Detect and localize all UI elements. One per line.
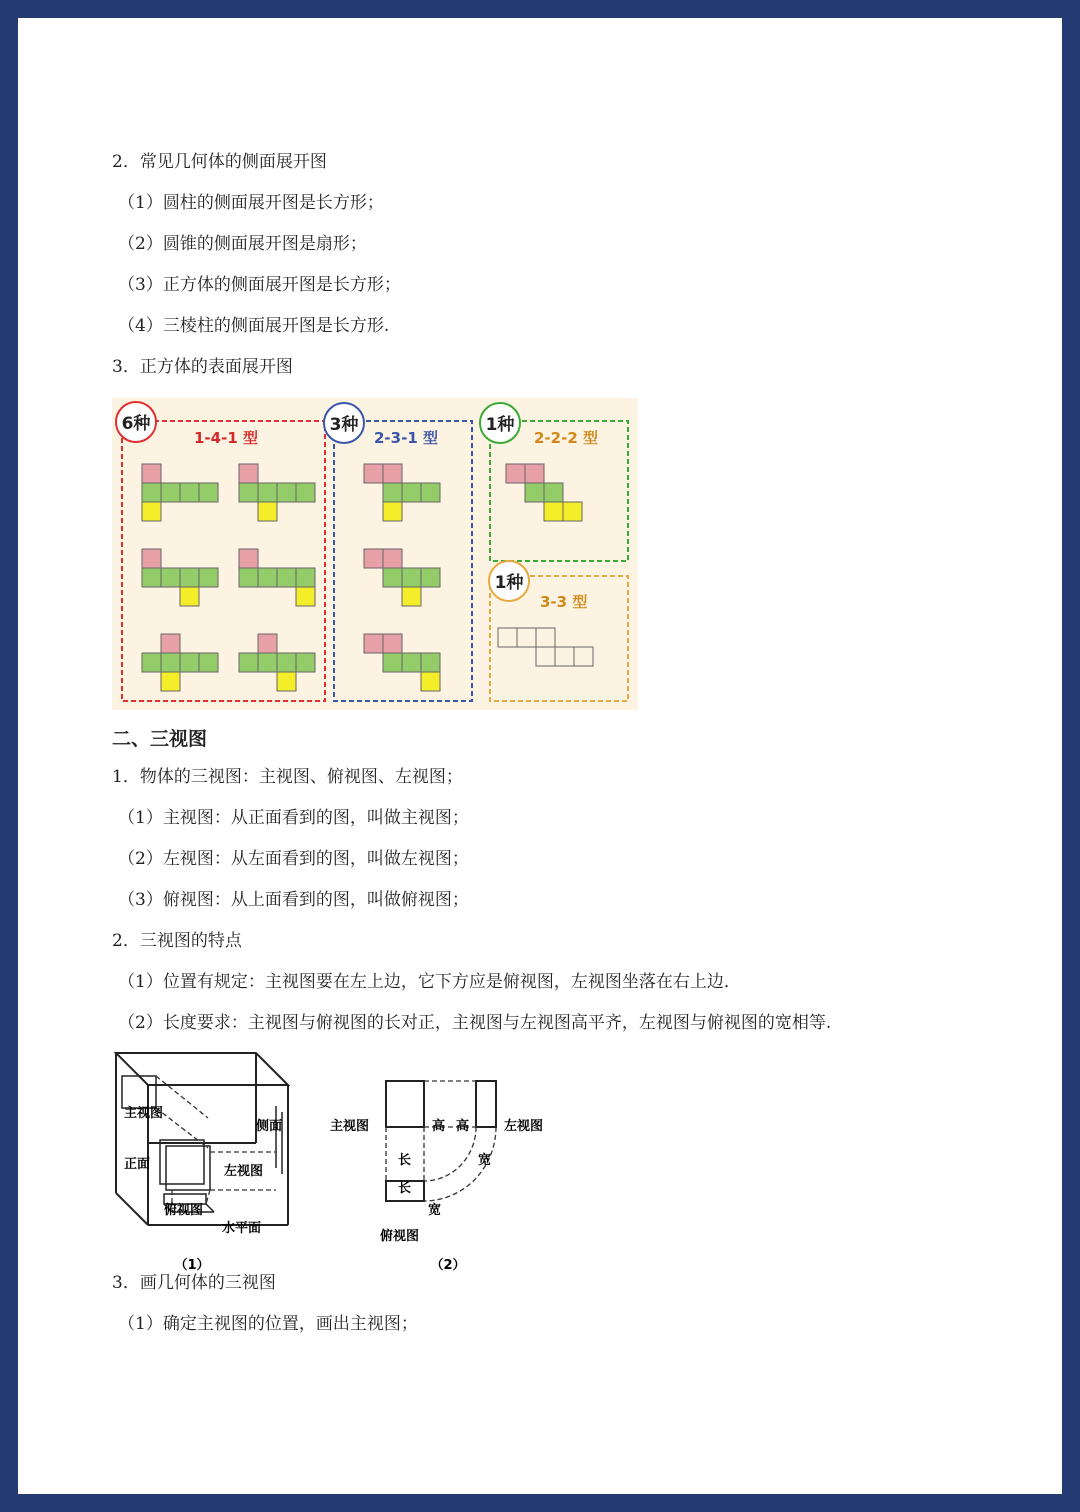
net-square	[525, 464, 544, 483]
label-height: 高	[456, 1119, 470, 1134]
section2-item1-point: （1）主视图：从正面看到的图，叫做主视图；	[118, 808, 469, 828]
label-left-view: 左视图	[504, 1119, 544, 1134]
label-height: 高	[432, 1119, 446, 1134]
net-square	[383, 464, 402, 483]
group-type-label: 2-3-1 型	[374, 429, 438, 447]
net-square	[296, 587, 315, 606]
net-square	[296, 568, 315, 587]
net-square	[239, 483, 258, 502]
group-type-label: 1-4-1 型	[194, 429, 258, 447]
net-square	[199, 483, 218, 502]
section1-item3-title: 3．正方体的表面展开图	[112, 357, 293, 377]
net-square	[161, 568, 180, 587]
net-square	[277, 483, 296, 502]
group-count-badge: 1种	[485, 415, 515, 435]
net-square	[402, 568, 421, 587]
group-type-label: 2-2-2 型	[534, 429, 598, 447]
net-square	[517, 628, 536, 647]
section1-item2-point: （3）正方体的侧面展开图是长方形；	[118, 275, 401, 295]
net-square	[364, 549, 383, 568]
net-square	[161, 634, 180, 653]
net-square	[383, 502, 402, 521]
net-square	[421, 672, 440, 691]
label-length: 长	[398, 1153, 412, 1168]
section2-item2-title: 2．三视图的特点	[112, 931, 242, 951]
net-square	[383, 568, 402, 587]
front-view-rect	[386, 1081, 424, 1127]
section2-item3-title: 3．画几何体的三视图	[112, 1273, 276, 1293]
cube-net-figure	[112, 398, 638, 710]
net-square	[258, 483, 277, 502]
projection-box-figure	[112, 1048, 312, 1273]
label-left-view: 左视图	[224, 1164, 264, 1179]
net-square	[277, 653, 296, 672]
net-square	[383, 483, 402, 502]
section2-item1-point: （3）俯视图：从上面看到的图，叫做俯视图；	[118, 890, 469, 910]
net-square	[161, 672, 180, 691]
three-view-layout-figure	[328, 1070, 588, 1273]
document-page	[18, 18, 1062, 1494]
net-square	[142, 549, 161, 568]
group-count-badge: 1种	[494, 573, 524, 593]
net-square	[142, 653, 161, 672]
label-width: 宽	[478, 1153, 492, 1168]
net-square	[180, 587, 199, 606]
label-width: 宽	[428, 1203, 442, 1218]
net-square	[296, 653, 315, 672]
group-count-badge: 3种	[329, 415, 359, 435]
net-square	[544, 502, 563, 521]
label-front: 正面	[124, 1157, 151, 1172]
net-square	[296, 483, 315, 502]
label-length: 长	[398, 1181, 412, 1196]
group-count-badge: 6种	[121, 414, 151, 434]
net-square	[258, 653, 277, 672]
net-square	[383, 634, 402, 653]
net-square	[536, 647, 555, 666]
net-square	[161, 653, 180, 672]
net-square	[142, 464, 161, 483]
net-square	[544, 483, 563, 502]
net-square	[239, 464, 258, 483]
net-square	[258, 568, 277, 587]
left-view-rect	[476, 1081, 496, 1127]
figure1-caption: （1）	[174, 1258, 210, 1273]
net-square	[142, 483, 161, 502]
net-square	[161, 483, 180, 502]
label-horizontal: 水平面	[222, 1221, 262, 1236]
net-square	[525, 483, 544, 502]
net-square	[258, 502, 277, 521]
section1-item2-title: 2．常见几何体的侧面展开图	[112, 152, 327, 172]
net-square	[180, 568, 199, 587]
net-square	[536, 628, 555, 647]
net-square	[555, 647, 574, 666]
net-square	[277, 672, 296, 691]
section2-item1-point: （2）左视图：从左面看到的图，叫做左视图；	[118, 849, 469, 869]
net-square	[142, 502, 161, 521]
net-square	[180, 483, 199, 502]
net-square	[402, 587, 421, 606]
net-square	[383, 653, 402, 672]
net-square	[364, 634, 383, 653]
section1-item2-point: （2）圆锥的侧面展开图是扇形；	[118, 234, 367, 254]
net-square	[239, 568, 258, 587]
label-front-view: 主视图	[124, 1106, 164, 1121]
net-square	[199, 653, 218, 672]
section1-item2-point: （4）三棱柱的侧面展开图是长方形.	[118, 316, 390, 336]
net-square	[364, 464, 383, 483]
net-square	[239, 549, 258, 568]
net-square	[277, 568, 296, 587]
net-square	[258, 634, 277, 653]
section2-item2-point: （1）位置有规定：主视图要在左上边，它下方应是俯视图，左视图坐落在右上边．	[118, 972, 741, 992]
label-side: 侧面	[256, 1119, 283, 1134]
section2-item1-title: 1．物体的三视图：主视图、俯视图、左视图；	[112, 767, 463, 787]
section2-heading: 二、三视图	[112, 728, 208, 750]
net-square	[506, 464, 525, 483]
group-type-label: 3-3 型	[540, 593, 588, 611]
net-square	[563, 502, 582, 521]
label-front-view: 主视图	[330, 1119, 370, 1134]
net-square	[239, 653, 258, 672]
section1-item2-point: （1）圆柱的侧面展开图是长方形；	[118, 193, 384, 213]
net-square	[402, 653, 421, 672]
label-top-view: 俯视图	[380, 1229, 420, 1244]
net-square	[421, 653, 440, 672]
net-square	[180, 653, 199, 672]
box-top-edge	[116, 1053, 288, 1085]
net-square	[498, 628, 517, 647]
section2-item3-point: （1）确定主视图的位置，画出主视图；	[118, 1314, 418, 1334]
label-top-view: 俯视图	[164, 1203, 204, 1218]
net-square	[421, 568, 440, 587]
net-square	[402, 483, 421, 502]
section2-item2-point: （2）长度要求：主视图与俯视图的长对正，主视图与左视图高平齐，左视图与俯视图的宽相等.	[118, 1013, 832, 1033]
net-square	[142, 568, 161, 587]
net-square	[199, 568, 218, 587]
net-square	[383, 549, 402, 568]
net-square	[574, 647, 593, 666]
figure2-caption: （2）	[430, 1258, 466, 1273]
net-square	[421, 483, 440, 502]
